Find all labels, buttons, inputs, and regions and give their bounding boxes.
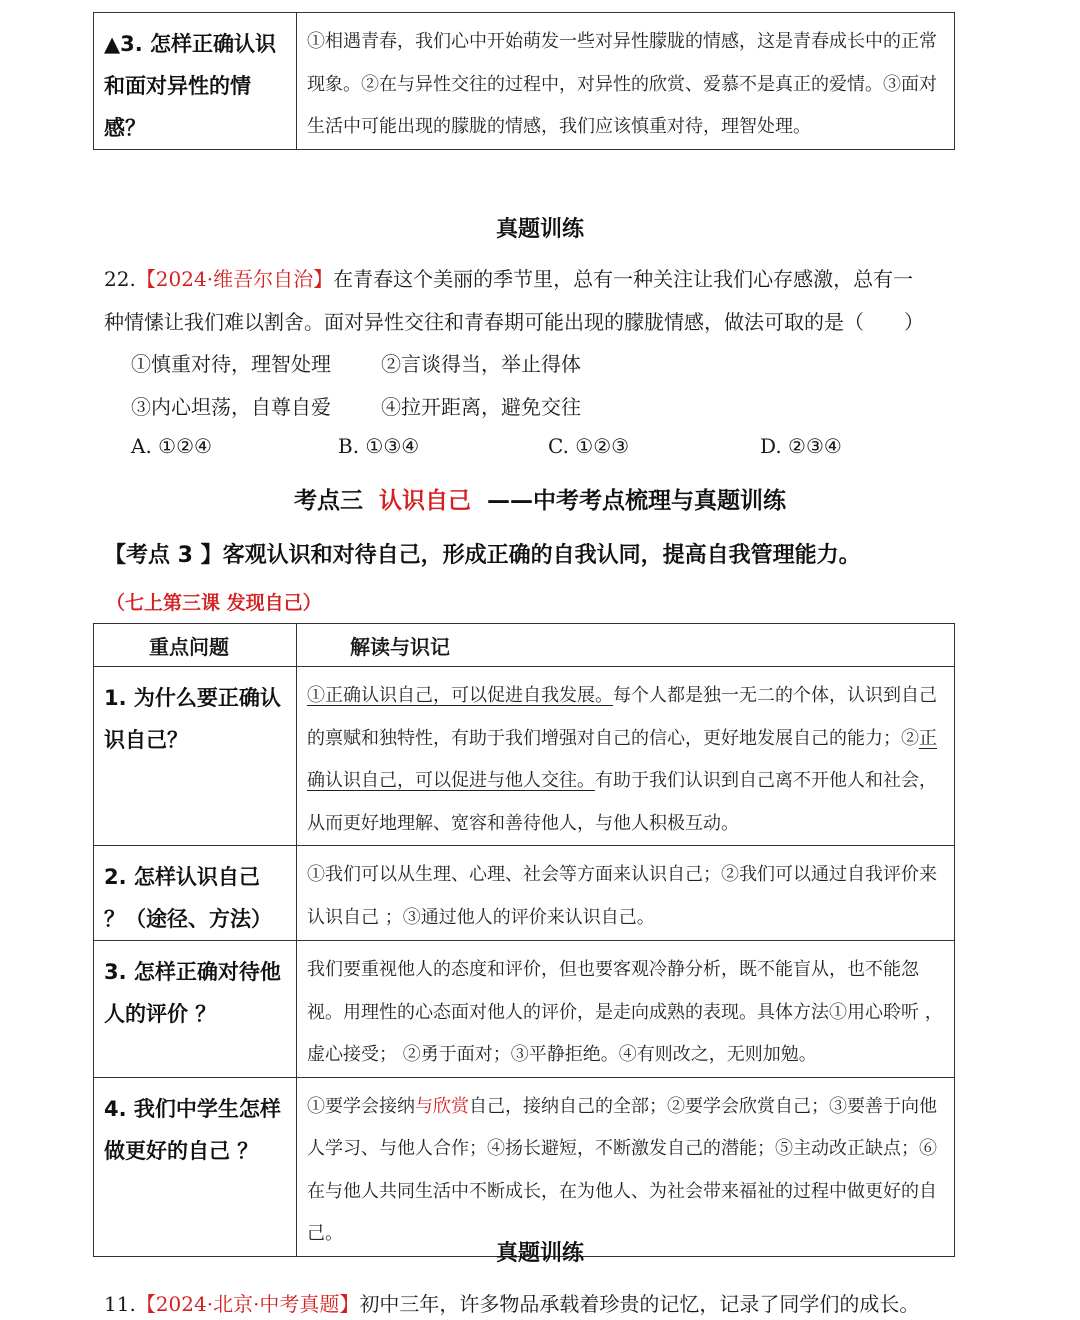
answer-underlined-2: 正确认识自己，可以促进与他人交往。	[307, 727, 937, 791]
column-header-question: 重点问题	[94, 624, 297, 667]
q11-number: 11.	[104, 1292, 136, 1316]
question-cell: 3. 怎样正确对待他人的评价 ？	[94, 941, 297, 1078]
table-row	[94, 846, 955, 941]
q22-choice-d: D. ②③④	[760, 434, 842, 458]
kaodian-suffix: ——中考考点梳理与真题训练	[487, 488, 787, 514]
kaodian-point: 【考点 3 】客观认识和对待自己，形成正确的自我认同，提高自我管理能力。	[104, 543, 861, 568]
answer-underlined-1: ①正确认识自己，可以促进自我发展。	[307, 685, 613, 706]
column-header-answer: 解读与识记	[297, 624, 955, 667]
answer-red-text: 与欣赏	[415, 1095, 469, 1117]
q22-source: 【2024·维吾尔自治】	[135, 267, 334, 291]
table-emotion	[93, 12, 955, 150]
answer-cell	[297, 1077, 955, 1256]
answer-cell	[297, 667, 955, 846]
answer-text-1: 每个人都是独一无二的个体，认识到自己的禀赋和独特性，有助于我们增强对自己的信心，更好地发展自己的能力；②	[307, 685, 937, 749]
table-header-row	[94, 624, 955, 667]
question-cell: 2. 怎样认识自己 ？（途径、方法）	[94, 846, 297, 941]
q22-stem-1: 在青春这个美丽的季节里，总有一种关注让我们心存感激，总有一	[333, 267, 914, 291]
answer-text-2: 自己，接纳自己的全部；②要学会欣赏自己；③要善于向他人学习、与他人合作；④扬长避短，不断激发自己的潜能；⑤主动改正缺点；⑥在与他人共同生活中不断成长，在为他人、为社会带来福祉的过程中做更好的自己。	[307, 1095, 937, 1244]
q22-item-3: ③内心坦荡，自尊自爱	[131, 395, 331, 419]
q22-choice-c: C. ①②③	[548, 434, 630, 458]
q22-line2: 种情愫让我们难以割舍。面对异性交往和青春期可能出现的朦胧情感，做法可取的是（ ）	[104, 310, 924, 334]
table-row	[94, 13, 955, 150]
kaodian-highlight: 认识自己	[379, 488, 471, 514]
q22-item-4: ④拉开距离，避免交往	[381, 395, 581, 419]
answer-cell: ①我们可以从生理、心理、社会等方面来认识自己；②我们可以通过自我评价来认识自己 ；③通过他人的评价来认识自己。	[297, 846, 955, 941]
table-row	[94, 941, 955, 1078]
q11-line1	[104, 1288, 919, 1317]
answer-text-1: ①要学会接纳	[307, 1095, 415, 1117]
kaodian-heading	[0, 482, 1080, 515]
answer-text-2: 有助于我们认识到自己离不开他人和社会，从而更好地理解、宽容和善待他人，与他人积极互动。	[307, 770, 937, 834]
section-title-zhenti-1: 真题训练	[495, 217, 584, 242]
table-self-knowledge	[93, 623, 955, 1257]
answer-cell: ①相遇青春，我们心中开始萌发一些对异性朦胧的情感，这是青春成长中的正常现象。②在与异性交往的过程中，对异性的欣赏、爱慕不是真正的爱情。③面对生活中可能出现的朦胧的情感，我们应该慎重对待，理智处理。	[297, 13, 955, 150]
q22-number: 22.	[104, 267, 136, 291]
q22-choice-b: B. ①③④	[338, 434, 420, 458]
lesson-label: （七上第三课 发现自己）	[106, 592, 322, 614]
table-row	[94, 667, 955, 846]
q22-line1	[104, 263, 913, 292]
question-cell: 1. 为什么要正确认识自己？	[94, 667, 297, 846]
q11-source: 【2024·北京·中考真题】	[135, 1292, 360, 1316]
question-cell: 4. 我们中学生怎样做更好的自己 ？	[94, 1077, 297, 1256]
q11-stem: 初中三年，许多物品承载着珍贵的记忆，记录了同学们的成长。	[359, 1292, 920, 1316]
q22-item-1: ①慎重对待，理智处理	[131, 352, 331, 376]
question-cell: ▲3. 怎样正确认识和面对异性的情感？	[94, 13, 297, 150]
answer-cell: 我们要重视他人的态度和评价，但也要客观冷静分析，既不能盲从，也不能忽视。用理性的心态面对他人的评价，是走向成熟的表现。具体方法①用心聆听 ，虚心接受； ②勇于面对；③平静拒绝。④有则改之，无则加勉。	[297, 941, 955, 1078]
section-title-zhenti-2: 真题训练	[495, 1241, 584, 1266]
q22-choice-a: A. ①②④	[131, 434, 212, 458]
q22-item-2: ②言谈得当，举止得体	[381, 352, 581, 376]
kaodian-prefix: 考点三	[293, 488, 363, 514]
table-row	[94, 1077, 955, 1256]
